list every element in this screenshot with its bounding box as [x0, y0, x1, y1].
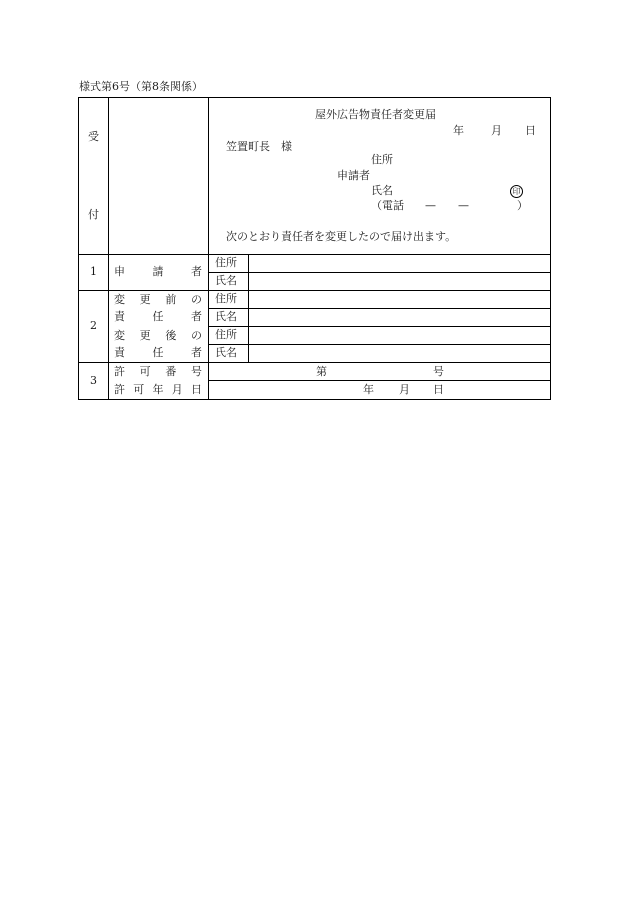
date-year-label: 年 [453, 124, 464, 137]
before-responsible-label-line2: 責 任 者 [114, 310, 202, 323]
date-day-label: 日 [525, 124, 536, 137]
permit-number-label: 許 可 番 号 [114, 365, 202, 378]
permit-number-prefix: 第 [316, 365, 327, 378]
phone-dash-2: — [458, 199, 469, 212]
row2-before-address-label: 住所 [215, 292, 237, 305]
row2-after-address-label: 住所 [215, 328, 237, 341]
row1-address-label: 住所 [215, 256, 237, 269]
row-number-2: 2 [90, 319, 97, 332]
after-responsible-label-line1: 変 更 後 の [114, 329, 202, 342]
applicant-address-label: 住所 [371, 153, 393, 166]
permit-date-month: 月 [399, 383, 410, 396]
row-number-3: 3 [90, 374, 97, 387]
seal-mark [510, 184, 523, 198]
row2-after-name-label: 氏名 [215, 346, 237, 359]
row1-address-field[interactable] [249, 255, 550, 272]
date-month-label: 月 [491, 124, 502, 137]
form-number-label: 様式第6号（第8条関係） [79, 80, 203, 93]
statement-text: 次のとおり責任者を変更したので届け出ます。 [226, 230, 457, 243]
phone-label: （電話 [371, 199, 404, 212]
row2-after-address-field[interactable] [249, 327, 550, 344]
permit-number-suffix: 号 [433, 365, 444, 378]
phone-dash-1: — [425, 199, 436, 212]
addressee: 笠置町長 様 [226, 140, 292, 153]
notification-form-table [78, 97, 551, 400]
phone-close-paren: ） [517, 199, 528, 212]
row2-before-address-field[interactable] [249, 291, 550, 308]
form-title: 屋外広告物責任者変更届 [315, 108, 436, 121]
row2-after-name-field[interactable] [249, 345, 550, 362]
after-responsible-label-line2: 責 任 者 [114, 346, 202, 359]
applicant-label: 申請者 [337, 169, 370, 182]
permit-date-year: 年 [363, 383, 374, 396]
seal-icon: 印 [510, 185, 523, 198]
permit-date-field[interactable] [209, 381, 550, 399]
row2-before-name-label: 氏名 [215, 310, 237, 323]
row2-before-name-field[interactable] [249, 309, 550, 326]
permit-number-field[interactable] [209, 363, 550, 380]
row1-name-field[interactable] [249, 273, 550, 290]
receipt-label-bottom: 付 [88, 208, 99, 221]
receipt-label-top: 受 [88, 130, 99, 143]
applicant-row-label: 申 請 者 [114, 265, 202, 278]
permit-date-day: 日 [433, 383, 444, 396]
permit-date-label: 許 可 年 月 日 [114, 383, 202, 396]
grid-line-label-column [208, 98, 209, 399]
row-number-1: 1 [90, 265, 97, 278]
applicant-name-label: 氏名 [371, 184, 393, 197]
receipt-stamp-area [109, 98, 208, 254]
before-responsible-label-line1: 変 更 前 の [114, 293, 202, 306]
row1-name-label: 氏名 [215, 274, 237, 287]
